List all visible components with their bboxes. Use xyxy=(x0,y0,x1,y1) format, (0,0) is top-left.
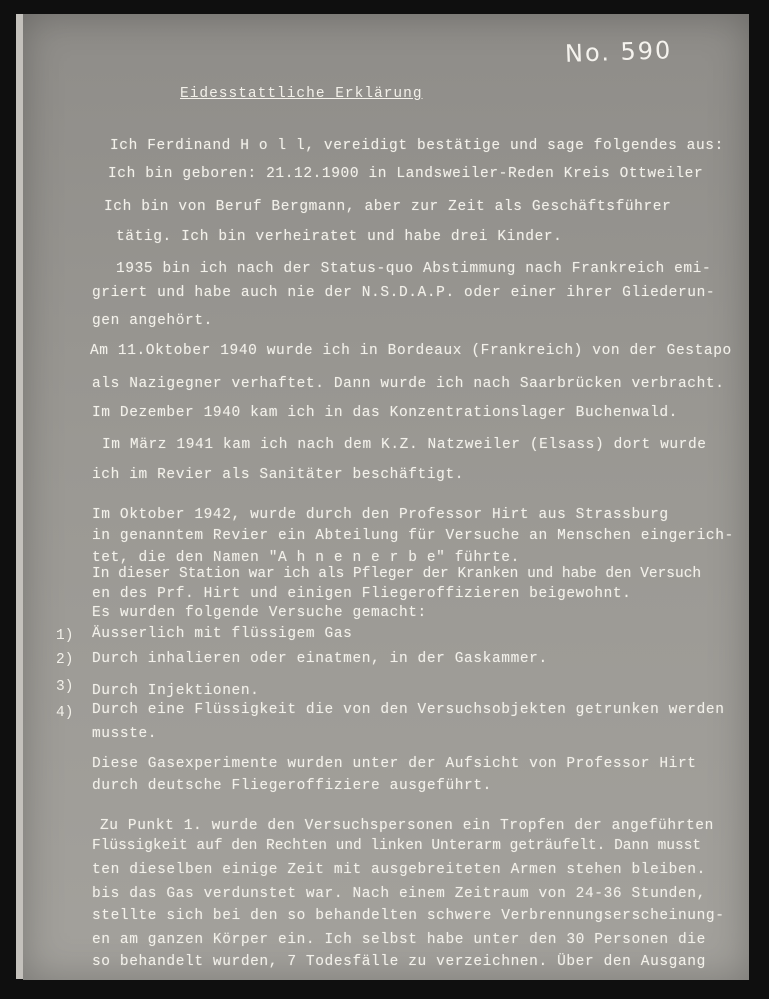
text-line: Zu Punkt 1. wurde den Versuchspersonen ein Tropfen der angeführten xyxy=(100,818,714,834)
list-number: 4) xyxy=(56,705,74,721)
text-line: griert und habe auch nie der N.S.D.A.P. oder einer ihrer Gliederun- xyxy=(92,285,716,301)
text-line: bis das Gas verdunstet war. Nach einem Zeitraum von 24-36 Stunden, xyxy=(92,886,706,902)
text-line: Flüssigkeit auf den Rechten und linken Unterarm geträufelt. Dann musst xyxy=(92,838,702,854)
list-item: Durch inhalieren oder einatmen, in der Gaskammer. xyxy=(92,651,548,667)
text-line: in genanntem Revier ein Abteilung für Versuche an Menschen eingerich- xyxy=(92,528,734,544)
text-line: gen angehört. xyxy=(92,313,213,329)
list-item: Äusserlich mit flüssigem Gas xyxy=(92,626,353,642)
text-line: als Nazigegner verhaftet. Dann wurde ich nach Saarbrücken verbracht. xyxy=(92,376,725,392)
text-line: Im Dezember 1940 kam ich in das Konzentrationslager Buchenwald. xyxy=(92,405,678,421)
text-line: musste. xyxy=(92,726,158,742)
text-line: durch deutsche Fliegeroffiziere ausgeführt. xyxy=(92,778,492,794)
text-line: Im Oktober 1942, wurde durch den Professor Hirt aus Strassburg xyxy=(92,507,669,523)
list-number: 1) xyxy=(56,628,74,644)
text-line: Es wurden folgende Versuche gemacht: xyxy=(92,605,427,621)
text-line: In dieser Station war ich als Pfleger der Kranken und habe den Versuch xyxy=(92,566,702,582)
text-line: tätig. Ich bin verheiratet und habe drei Kinder. xyxy=(116,229,563,245)
document-page xyxy=(23,14,749,980)
list-item: Durch eine Flüssigkeit die von den Versuchsobjekten getrunken werden xyxy=(92,702,725,718)
text-line: stellte sich bei den so behandelten schwere Verbrennungserscheinung- xyxy=(92,908,725,924)
text-line: 1935 bin ich nach der Status-quo Abstimmung nach Frankreich emi- xyxy=(116,261,712,277)
text-line: en am ganzen Körper ein. Ich selbst habe unter den 30 Personen die xyxy=(92,932,706,948)
text-line: ten dieselben einige Zeit mit ausgebreiteten Armen stehen bleiben. xyxy=(92,862,706,878)
text-line: Ich bin geboren: 21.12.1900 in Landsweiler-Reden Kreis Ottweiler xyxy=(108,166,704,182)
text-line: Diese Gasexperimente wurden unter der Aufsicht von Professor Hirt xyxy=(92,756,697,772)
text-line: Ich Ferdinand H o l l, vereidigt bestätige und sage folgendes aus: xyxy=(110,138,724,154)
text-line: Am 11.Oktober 1940 wurde ich in Bordeaux (Frankreich) von der Gestapo xyxy=(90,343,732,359)
text-line: Im März 1941 kam ich nach dem K.Z. Natzweiler (Elsass) dort wurde xyxy=(102,437,707,453)
text-line: Ich bin von Beruf Bergmann, aber zur Zeit als Geschäftsführer xyxy=(104,199,672,215)
text-line: so behandelt wurden, 7 Todesfälle zu verzeichnen. Über den Ausgang xyxy=(92,954,706,970)
list-number: 3) xyxy=(56,679,74,695)
list-number: 2) xyxy=(56,652,74,668)
list-item: Durch Injektionen. xyxy=(92,683,260,699)
text-line: ich im Revier als Sanitäter beschäftigt. xyxy=(92,467,465,483)
text-line: en des Prf. Hirt und einigen Fliegeroffizieren beigewohnt. xyxy=(92,586,632,602)
document-title: Eidesstattliche Erklärung xyxy=(180,86,423,102)
text-line: tet, die den Namen "A h n e n e r b e" führte. xyxy=(92,550,520,566)
document-number: No. 590 xyxy=(564,36,673,68)
